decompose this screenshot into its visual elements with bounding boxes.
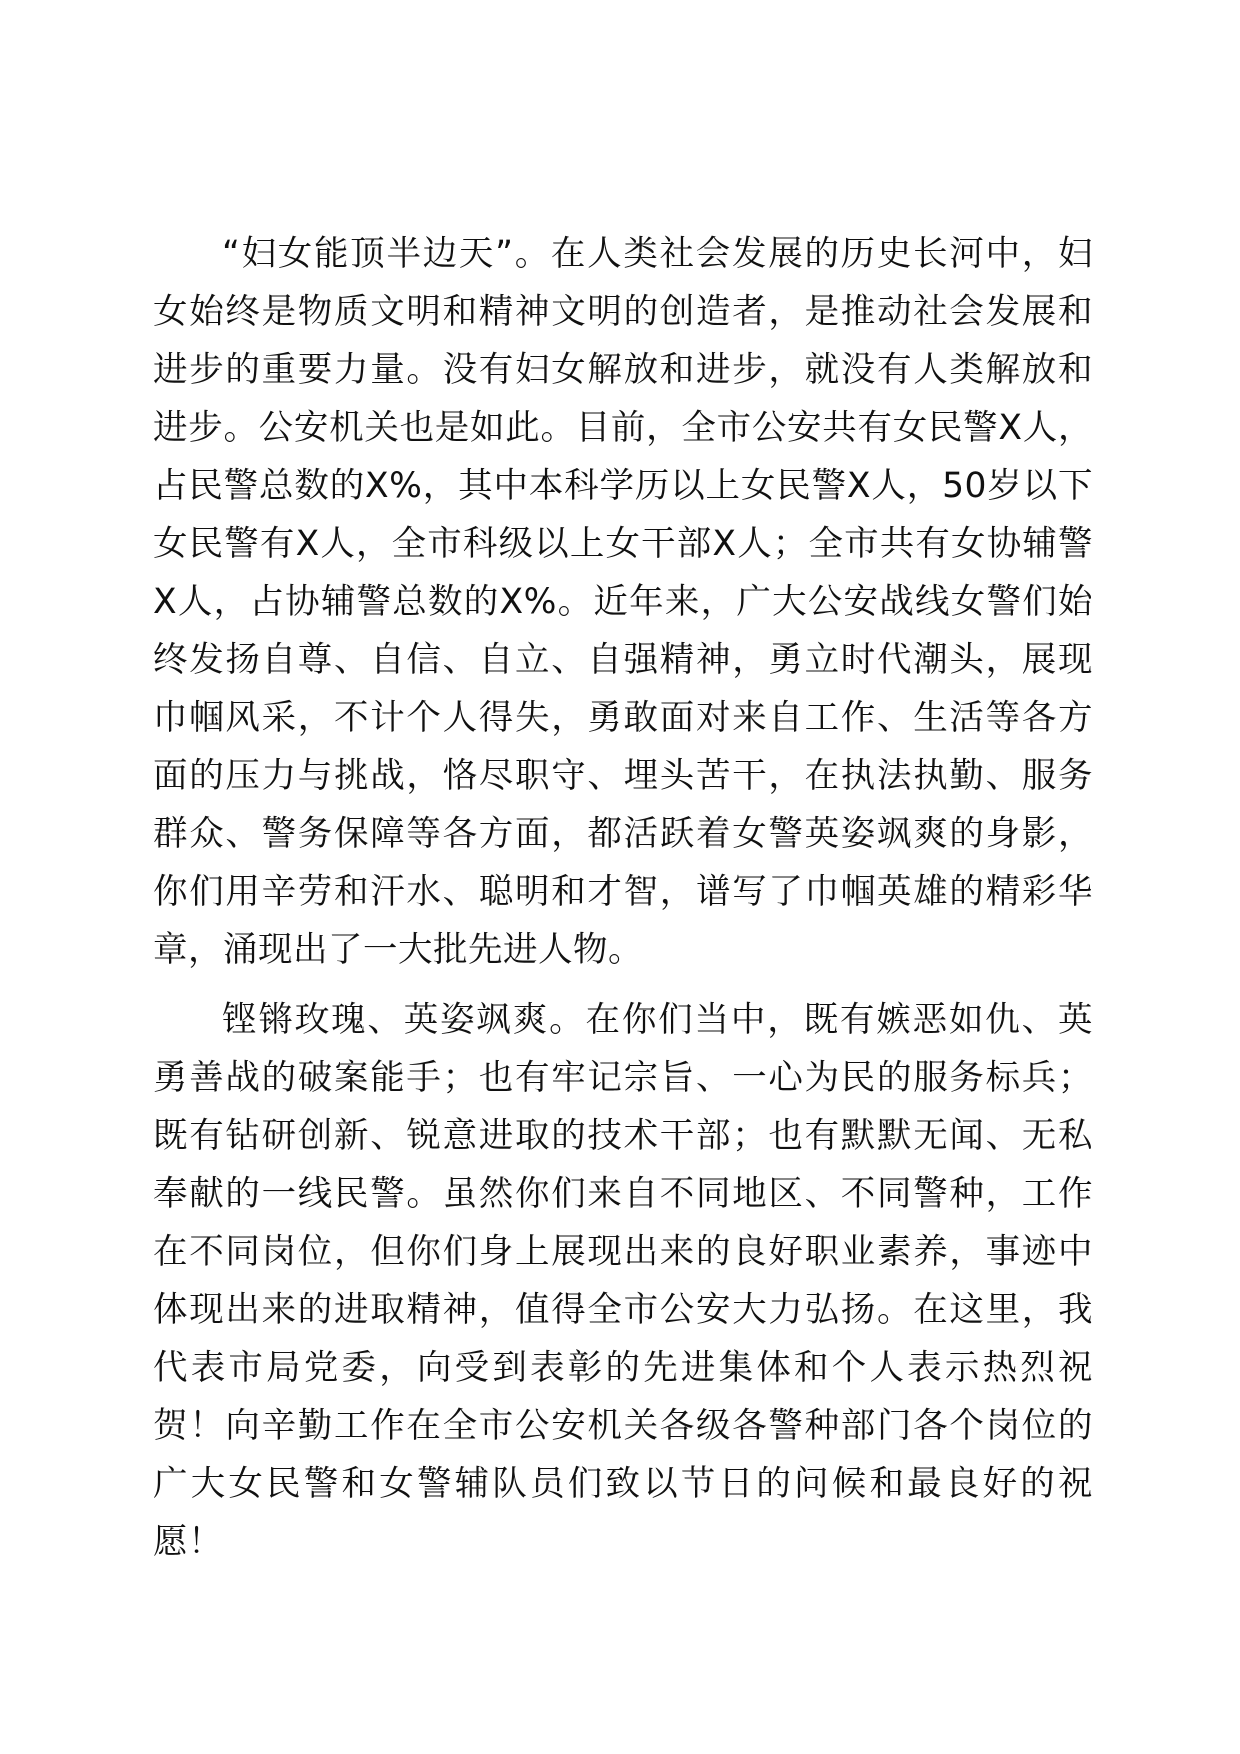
paragraph-1: “妇女能顶半边天”。在人类社会发展的历史长河中，妇女始终是物质文明和精神文明的创造者，是推动社会发展和进步的重要力量。没有妇女解放和进步，就没有人类解放和进步。公安机关也是如此。目前，全市公安共有女民警X人，占民警总数的X%，其中本科学历以上女民警X人，50岁以下女民警有X人，全市科级以上女干部X人；全市共有女协辅警X人，占协辅警总数的X%。近年来，广大公安战线女警们始终发扬自尊、自信、自立、自强精神，勇立时代潮头，展现巾帼风采，不计个人得失，勇敢面对来自工作、生活等各方面的压力与挑战，恪尽职守、埋头苦干，在执法执勤、服务群众、警务保障等各方面，都活跃着女警英姿飒爽的身影，你们用辛劳和汗水、聪明和才智，谱写了巾帼英雄的精彩华章，涌现出了一大批先进人物。 (153, 234, 1093, 970)
document-body (153, 225, 1093, 1571)
paragraph-2: 铿锵玫瑰、英姿飒爽。在你们当中，既有嫉恶如仇、英勇善战的破案能手；也有牢记宗旨、一心为民的服务标兵；既有钻研创新、锐意进取的技术干部；也有默默无闻、无私奉献的一线民警。虽然你们来自不同地区、不同警种，工作在不同岗位，但你们身上展现出来的良好职业素养，事迹中体现出来的进取精神，值得全市公安大力弘扬。在这里，我代表市局党委，向受到表彰的先进集体和个人表示热烈祝贺！向辛勤工作在全市公安机关各级各警种部门各个岗位的广大女民警和女警辅队员们致以节日的问候和最良好的祝愿！ (153, 1000, 1093, 1562)
